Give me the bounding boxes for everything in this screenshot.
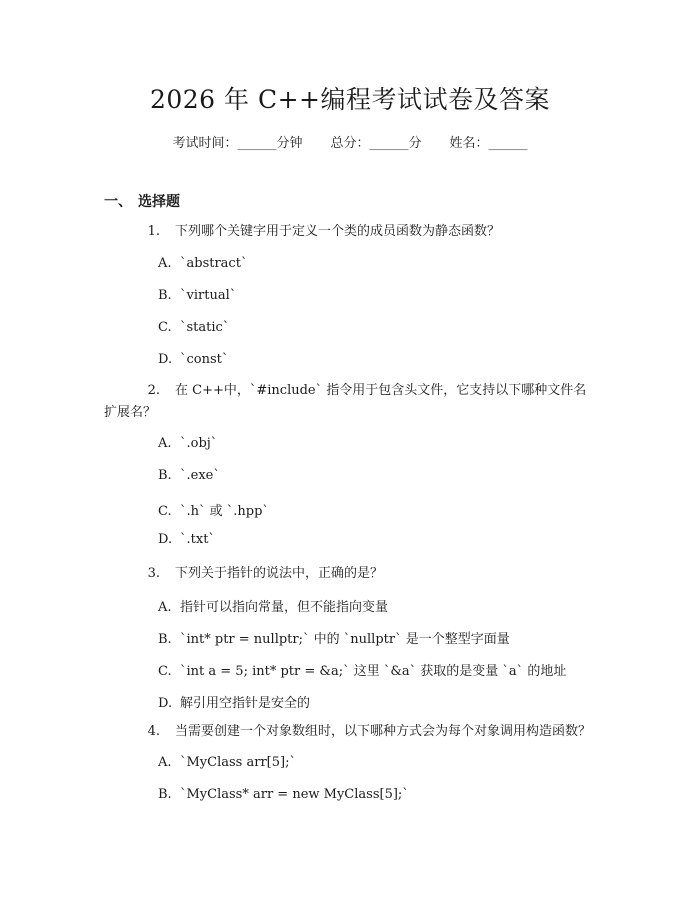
option-letter: D.	[158, 532, 173, 547]
option-letter: D.	[158, 696, 173, 711]
exam-time: 考试时间：______分钟	[172, 136, 303, 151]
question-4	[104, 721, 596, 743]
question-1	[104, 221, 596, 243]
option-text: 解引用空指针是安全的	[180, 696, 311, 711]
question-number: 4.	[147, 724, 160, 739]
option-letter: C.	[158, 504, 172, 519]
option	[158, 256, 247, 271]
option-letter: A.	[158, 600, 172, 615]
option-text: `.exe`	[180, 468, 220, 483]
option-text: `MyClass* arr = new MyClass[5];`	[180, 787, 409, 802]
option-text: `.h` 或 `.hpp`	[180, 504, 269, 519]
option-letter: A.	[158, 436, 172, 451]
question-3	[104, 563, 596, 585]
option-letter: C.	[158, 320, 172, 335]
exam-total-score: 总分：______分	[330, 136, 422, 151]
option	[158, 787, 409, 802]
option-letter: A.	[158, 256, 172, 271]
option-letter: C.	[158, 664, 172, 679]
section-number: 一、	[104, 194, 132, 210]
option-letter: A.	[158, 755, 172, 770]
option	[158, 692, 310, 711]
option	[158, 288, 236, 303]
question-text: 下列关于指针的说法中，正确的是？	[175, 566, 384, 581]
option-text: `const`	[180, 352, 229, 367]
option-text: `int a = 5; int* ptr = &a;` 这里 `&a` 获取的是变量 `a` 的地址	[180, 664, 567, 679]
section-title: 选择题	[138, 194, 180, 210]
question-number: 3.	[147, 566, 160, 581]
option	[158, 596, 388, 615]
option-text: `.obj`	[180, 436, 218, 451]
exam-meta	[0, 132, 700, 151]
student-name: 姓名：______	[449, 136, 528, 151]
option-letter: B.	[158, 468, 172, 483]
option-text: `abstract`	[180, 256, 248, 271]
option-letter: D.	[158, 352, 173, 367]
option-letter: B.	[158, 288, 172, 303]
question-text: 下列哪个关键字用于定义一个类的成员函数为静态函数？	[175, 224, 501, 239]
option-text: `.txt`	[180, 532, 215, 547]
option	[158, 755, 296, 770]
option	[158, 320, 229, 335]
option-text: `static`	[180, 320, 230, 335]
section-heading	[104, 191, 180, 211]
option	[158, 628, 510, 647]
option	[158, 468, 220, 483]
option-letter: B.	[158, 632, 172, 647]
option-text: 指针可以指向常量，但不能指向变量	[180, 600, 389, 615]
question-number: 1.	[147, 224, 160, 239]
option	[158, 660, 566, 679]
option	[158, 532, 215, 547]
option-text: `int* ptr = nullptr;` 中的 `nullptr` 是一个整型字面量	[180, 632, 510, 647]
page-title: 2026 年 C++编程考试试卷及答案	[149, 85, 551, 114]
option	[158, 352, 228, 367]
option	[158, 500, 269, 519]
question-2	[104, 380, 596, 424]
option	[158, 436, 217, 451]
option-text: `MyClass arr[5];`	[180, 755, 296, 770]
option-letter: B.	[158, 787, 172, 802]
option-text: `virtual`	[180, 288, 237, 303]
question-number: 2.	[147, 383, 160, 398]
question-text: 在 C++中，`#include` 指令用于包含头文件，它支持以下哪种文件名扩展名？	[104, 383, 587, 420]
question-text: 当需要创建一个对象数组时，以下哪种方式会为每个对象调用构造函数？	[175, 724, 592, 739]
